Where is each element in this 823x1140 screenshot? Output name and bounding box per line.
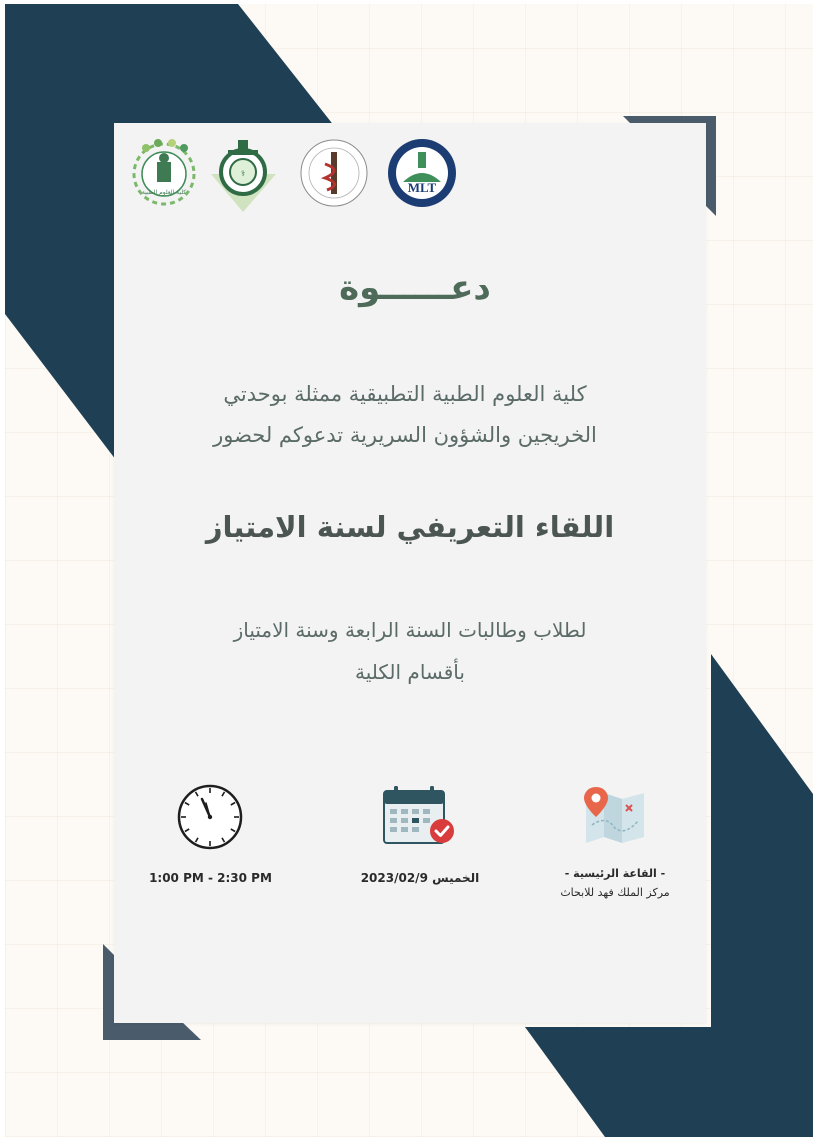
clock-icon: [176, 783, 244, 851]
svg-text:⚕: ⚕: [240, 169, 246, 178]
organizer-line-1: كلية العلوم الطبية التطبيقية ممثلة بوحدتي: [223, 382, 587, 406]
event-building: مركز الملك فهد للابحاث: [560, 886, 670, 899]
calendar-check-icon: [382, 785, 460, 850]
event-title: اللقاء التعريفي لسنة الامتياز: [205, 510, 615, 544]
event-time: 1:00 PM - 2:30 PM: [149, 871, 272, 885]
map-pin-icon: [582, 785, 650, 847]
invitation-title: دعــــــوة: [339, 268, 491, 308]
audience-line-2: بأقسام الكلية: [355, 660, 465, 684]
college-applied-medical-sciences-logo: [128, 134, 203, 209]
svg-text:كلية العلوم الطبية: كلية العلوم الطبية: [141, 189, 187, 196]
clinical-nutrition-department-logo: [295, 134, 373, 212]
mlt-logo-text: MLT: [407, 180, 437, 195]
organizer-line-2: الخريجين والشؤون السريرية تدعوكم لحضور: [213, 423, 597, 447]
audience-line-1: لطلاب وطالبات السنة الرابعة وسنة الامتياز: [233, 618, 587, 642]
green-crest-logo: [206, 134, 281, 214]
mlt-logo: [385, 134, 460, 212]
event-venue: - القاعة الرئيسية -: [564, 867, 666, 880]
event-date: الخميس 2023/02/9: [360, 871, 480, 885]
